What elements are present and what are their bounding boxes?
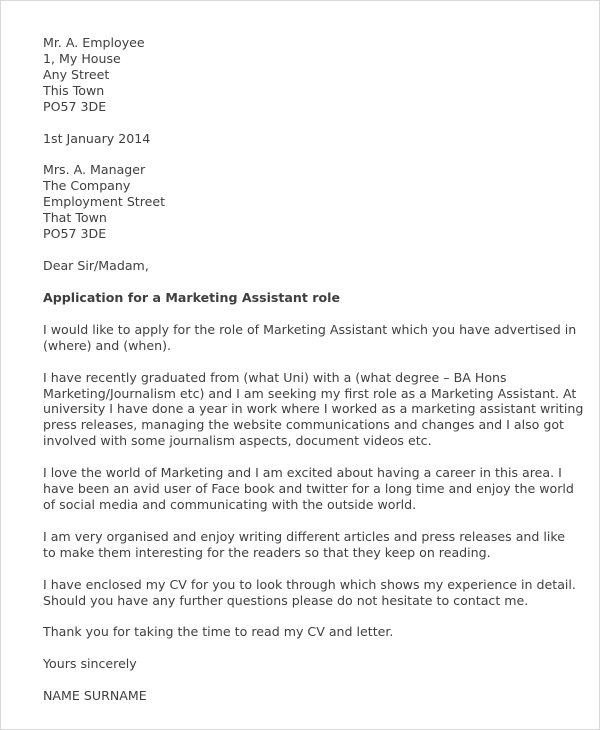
paragraph-line: I would like to apply for the role of Marketing Assistant which you have advertised in: [43, 321, 577, 337]
paragraph-line: of social media and communicating with the outside world.: [43, 496, 417, 512]
sender-name: Mr. A. Employee: [43, 35, 145, 50]
paragraph-line: Thank you for taking the time to read my CV and letter.: [43, 624, 394, 640]
sender-address-line: 1, My House: [43, 50, 121, 66]
letter-date: [43, 131, 553, 147]
paragraph-line: I have enclosed my CV for you to look through which shows my experience in detail.: [43, 576, 576, 592]
subject-line: [43, 290, 553, 306]
sender-address-line: Any Street: [43, 66, 110, 82]
paragraph-line: I have recently graduated from (what Uni) with a (what degree – BA Hons: [43, 369, 507, 385]
salutation: [43, 258, 553, 274]
paragraph-line: university I have done a year in work where I worked as a marketing assistant writing: [43, 401, 584, 417]
paragraph-line: press releases, managing the website communications and changes and I also got: [43, 417, 564, 433]
paragraph-line: (where) and (when).: [43, 337, 172, 353]
recipient-address-line: That Town: [43, 210, 107, 226]
paragraph-line: Should you have any further questions please do not hesitate to contact me.: [43, 592, 529, 608]
cover-letter: [43, 35, 584, 704]
date-text: 1st January 2014: [43, 130, 151, 146]
paragraph-3: [43, 465, 574, 513]
paragraph-line: have been an avid user of Face book and twitter for a long time and enjoy the world: [43, 481, 574, 497]
sender-address: [43, 35, 553, 115]
salutation-text: Dear Sir/Madam,: [43, 257, 149, 273]
paragraph-line: to make them interesting for the readers so that they keep on reading.: [43, 544, 491, 560]
signature: [43, 688, 553, 704]
signature-name: NAME SURNAME: [43, 688, 147, 704]
paragraph-4: [43, 528, 565, 561]
paragraph-line: I am very organised and enjoy writing different articles and press releases and like: [43, 528, 565, 544]
paragraph-6: [43, 624, 553, 640]
recipient-address: [43, 162, 553, 242]
recipient-postcode: PO57 3DE: [43, 226, 107, 242]
sender-address-line: This Town: [43, 82, 105, 98]
recipient-address-line: The Company: [43, 178, 131, 194]
paragraph-1: [43, 321, 577, 354]
sender-postcode: PO57 3DE: [43, 98, 107, 114]
closing-text: Yours sincerely: [43, 656, 137, 672]
recipient-address-line: Employment Street: [43, 194, 166, 210]
recipient-name: Mrs. A. Manager: [43, 162, 146, 178]
subject-text: Application for a Marketing Assistant role: [43, 289, 341, 305]
paragraph-line: Marketing/Journalism etc) and I am seeking my first role as a Marketing Assistant. At: [43, 385, 577, 401]
paragraph-line: involved with some journalism aspects, document videos etc.: [43, 433, 432, 449]
paragraph-5: [43, 576, 576, 609]
paragraph-line: I love the world of Marketing and I am excited about having a career in this area. I: [43, 465, 562, 481]
paragraph-2: [43, 369, 584, 450]
closing: [43, 656, 553, 672]
